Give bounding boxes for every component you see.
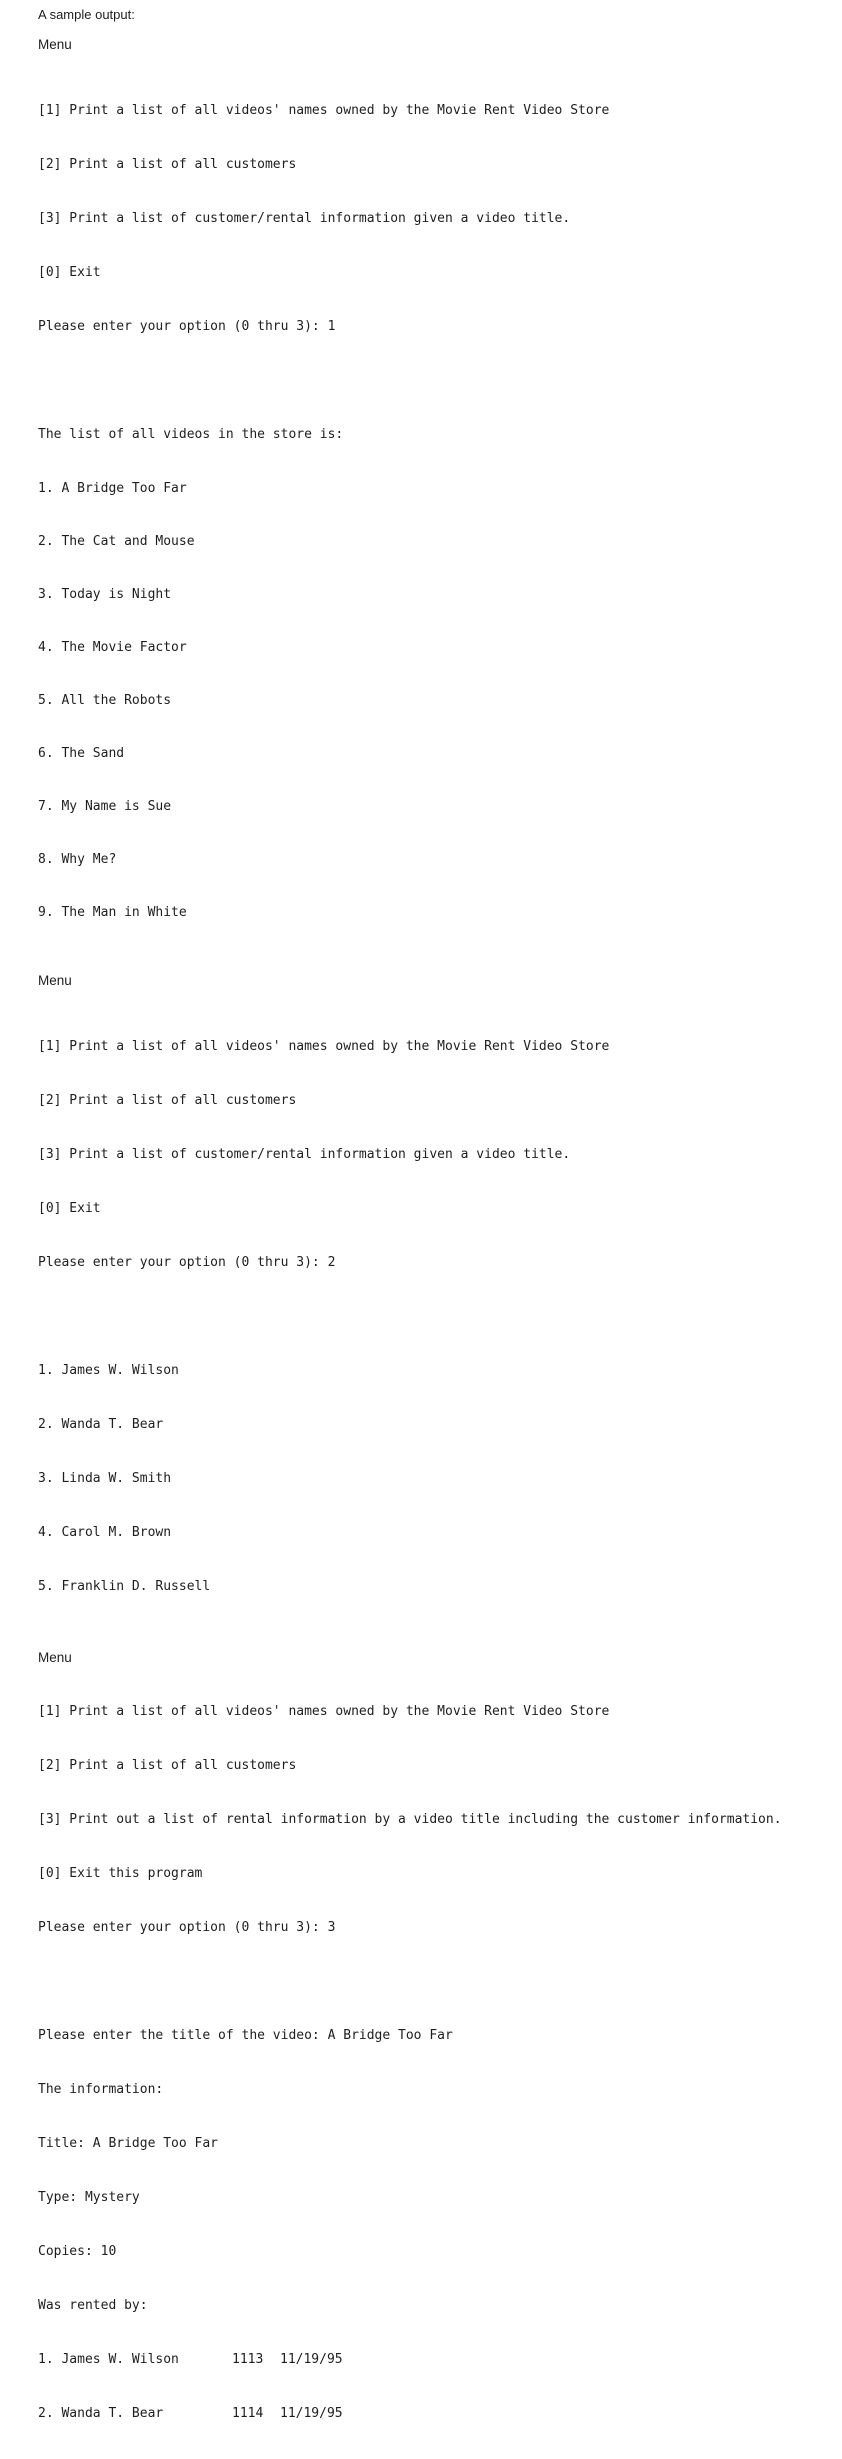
customer-list-item: 5. Franklin D. Russell <box>38 1579 211 1594</box>
menu-option: [2] Print a list of all customers <box>38 1758 297 1773</box>
rental-customer-id: 1113 <box>232 2352 264 2367</box>
customer-list-item: 2. Wanda T. Bear <box>38 1417 164 1432</box>
caption-text: A sample output: <box>38 7 135 22</box>
menu-heading: Menu <box>38 1650 72 1665</box>
video-list-item: 1. A Bridge Too Far <box>38 481 187 496</box>
customer-list-item: 3. Linda W. Smith <box>38 1471 172 1486</box>
video-list-header: The list of all videos in the store is: <box>38 427 344 442</box>
console-output <box>38 6 838 2459</box>
menu-option: [3] Print out a list of rental information by a video title including the customer information. <box>38 1812 782 1827</box>
menu-heading: Menu <box>38 37 72 52</box>
rental-customer-name: 2. Wanda T. Bear <box>38 2406 164 2421</box>
menu-option: [1] Print a list of all videos' names owned by the Movie Rent Video Store <box>38 103 610 118</box>
customer-list-item: 1. James W. Wilson <box>38 1363 179 1378</box>
menu-option: [1] Print a list of all videos' names owned by the Movie Rent Video Store <box>38 1039 610 1054</box>
customer-list-item: 4. Carol M. Brown <box>38 1525 172 1540</box>
video-list-item: 2. The Cat and Mouse <box>38 534 195 549</box>
menu-option: [0] Exit this program <box>38 1866 203 1881</box>
menu-option: [0] Exit <box>38 265 101 280</box>
info-header: The information: <box>38 2082 164 2097</box>
menu-option: [2] Print a list of all customers <box>38 157 297 172</box>
type-line: Type: Mystery <box>38 2190 140 2205</box>
option-prompt: Please enter your option (0 thru 3): 1 <box>38 319 336 334</box>
menu-option: [0] Exit <box>38 1201 101 1216</box>
menu-option: [1] Print a list of all videos' names owned by the Movie Rent Video Store <box>38 1704 610 1719</box>
rental-date: 11/19/95 <box>280 2406 343 2421</box>
video-list-item: 6. The Sand <box>38 746 125 761</box>
option-prompt: Please enter your option (0 thru 3): 2 <box>38 1255 336 1270</box>
video-list-item: 3. Today is Night <box>38 587 172 602</box>
rental-row <box>38 2351 838 2369</box>
menu-option: [3] Print a list of customer/rental information given a video title. <box>38 1147 571 1162</box>
video-list-item: 4. The Movie Factor <box>38 640 187 655</box>
video-list-item: 5. All the Robots <box>38 693 172 708</box>
copies-line: Copies: 10 <box>38 2244 117 2259</box>
menu-options <box>38 66 838 957</box>
rental-row <box>38 2405 838 2423</box>
title-prompt: Please enter the title of the video: A Bridge Too Far <box>38 2028 453 2043</box>
video-list-item: 7. My Name is Sue <box>38 799 172 814</box>
video-list-item: 8. Why Me? <box>38 852 117 867</box>
rented-by-label: Was rented by: <box>38 2298 148 2313</box>
menu-options <box>38 1667 838 2459</box>
option-prompt: Please enter your option (0 thru 3): 3 <box>38 1920 336 1935</box>
menu-option: [2] Print a list of all customers <box>38 1093 297 1108</box>
rental-date: 11/19/95 <box>280 2352 343 2367</box>
menu-options <box>38 1002 838 1632</box>
menu-option: [3] Print a list of customer/rental information given a video title. <box>38 211 571 226</box>
title-line: Title: A Bridge Too Far <box>38 2136 219 2151</box>
menu-heading: Menu <box>38 973 72 988</box>
rental-customer-id: 1114 <box>232 2406 264 2421</box>
video-list-item: 9. The Man in White <box>38 905 187 920</box>
rental-customer-name: 1. James W. Wilson <box>38 2352 179 2367</box>
